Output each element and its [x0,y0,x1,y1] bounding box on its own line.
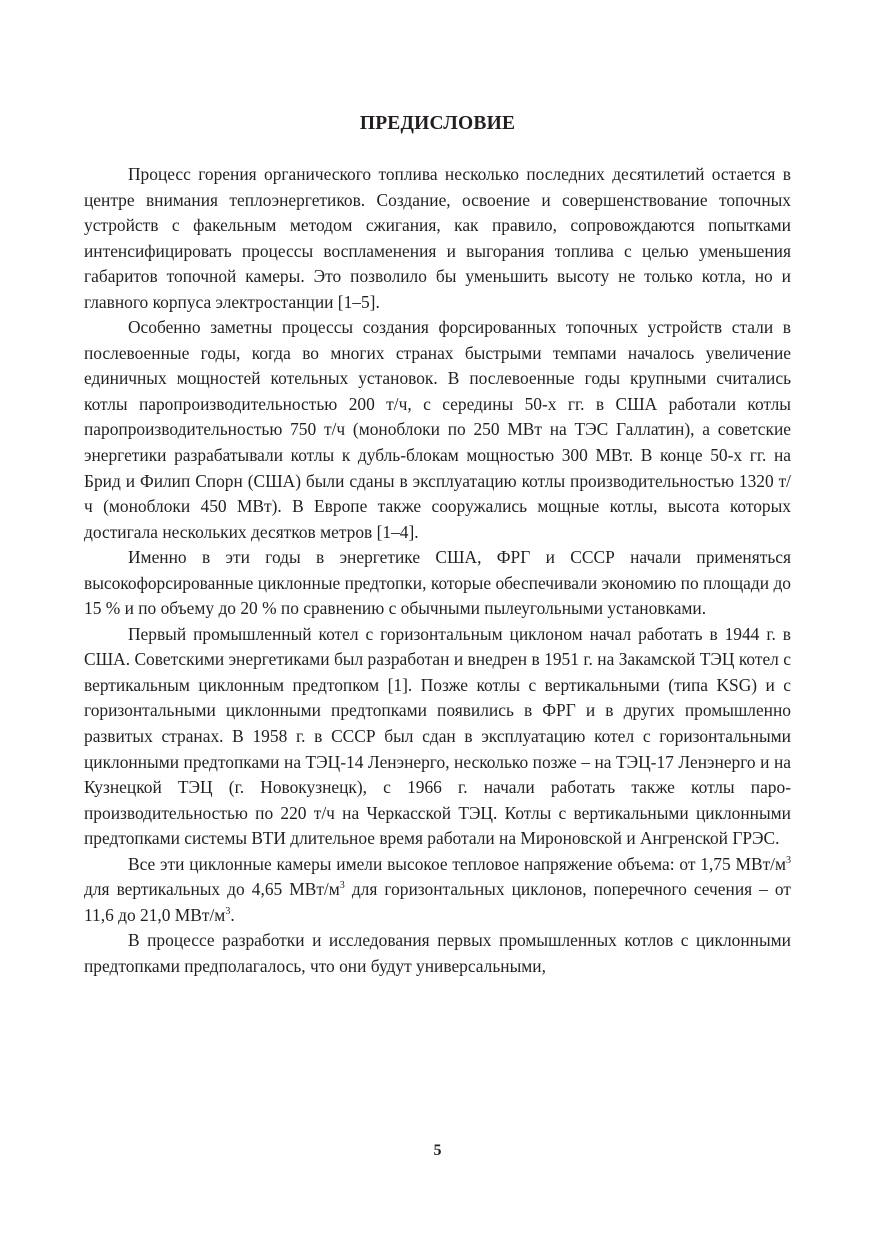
paragraph-5-text-1: Все эти циклонные камеры имели высокое тепловое напряжение объема: от 1,75 МВт/м [128,853,786,874]
paragraph-2: Особенно заметны процессы создания форсированных топочных устройств стали в послевоенные годы, когда во многих странах быстрыми темпами началось увеличение единичных мощностей котельных установок. В послевоенные годы крупными считались котлы паропроизводительностью 200 т/ч, с середины 50-х гг. в США работали котлы паропроизводительностью 750 т/ч (моноблоки по 250 МВт на ТЭС Галлатин), а советские энергетики разрабатывали котлы к дубль-блокам мощностью 300 МВт. В конце 50-х гг. на Брид и Филип Спорн (США) были сданы в эксплуатацию котлы производительностью 1320 т/ч (моноблоки 450 МВт). В Европе также сооружались мощные котлы, высота которых достигала нескольких десятков метров [1–4]. [84,317,791,542]
page-title: ПРЕДИСЛОВИЕ [359,113,516,134]
paragraph-5-text-2: для вертикальных до 4,65 МВт/м [84,879,340,900]
superscript-cube: 3 [225,905,231,917]
paragraph-4: Первый промышленный котел с горизонтальным циклоном начал работать в 1944 г. в США. Советскими энергетиками был разработан и внедрен в 1951 г. на Закамской ТЭЦ котел с вертикальным циклонным предтопком [1]. Позже котлы с вертикальными (типа KSG) и с горизонтальными циклонными предтопками появились в ФРГ и в других промышленно развитых странах. В 1958 г. в СССР был сдан в эксплуатацию котел с горизонтальными циклонными предтопками на ТЭЦ-14 Ленэнерго, несколько позже – на ТЭЦ-17 Ленэнерго и на Кузнецкой ТЭЦ (г. Новокузнецк), с 1966 г. начали работать также котлы паропроизводительностью по 220 т/ч на Черкасской ТЭЦ. Котлы с вертикальными циклонными предтопками системы ВТИ длительное время работали на Мироновской и Ангренской ГРЭС. [84,623,791,849]
superscript-cube: 3 [339,880,345,892]
document-page [84,112,791,980]
paragraph-6: В процессе разработки и исследования первых промышленных котлов с циклонными предтопками предполагалось, что они будут универсальными, [84,930,791,976]
page-number: 5 [433,1142,442,1159]
superscript-cube: 3 [786,854,791,866]
paragraph-5-text-4: . [230,904,235,925]
paragraph-5 [84,852,791,929]
paragraph-5-text-3: для горизонтальных циклонов, поперечного сечения – от 11,6 до 21,0 МВт/м [84,879,791,925]
paragraph-1: Процесс горения органического топлива несколько последних десятилетий остается в центре внимания теплоэнергетиков. Создание, освоение и совершенствование топочных устройств с факельным методом сжигания, как правило, сопровождаются попытками интенсифицировать процессы воспламенения и выгорания топлива с целью уменьшения габаритов топочной камеры. Это позволило бы уменьшить высоту не только котла, но и главного корпуса электростанции [1–5]. [84,164,791,312]
paragraph-3: Именно в эти годы в энергетике США, ФРГ и СССР начали применяться высокофорсированные циклонные предтопки, которые обеспечивали экономию по площади до 15 % и по объему до 20 % по сравнению с обычными пылеугольными установками. [84,547,791,619]
